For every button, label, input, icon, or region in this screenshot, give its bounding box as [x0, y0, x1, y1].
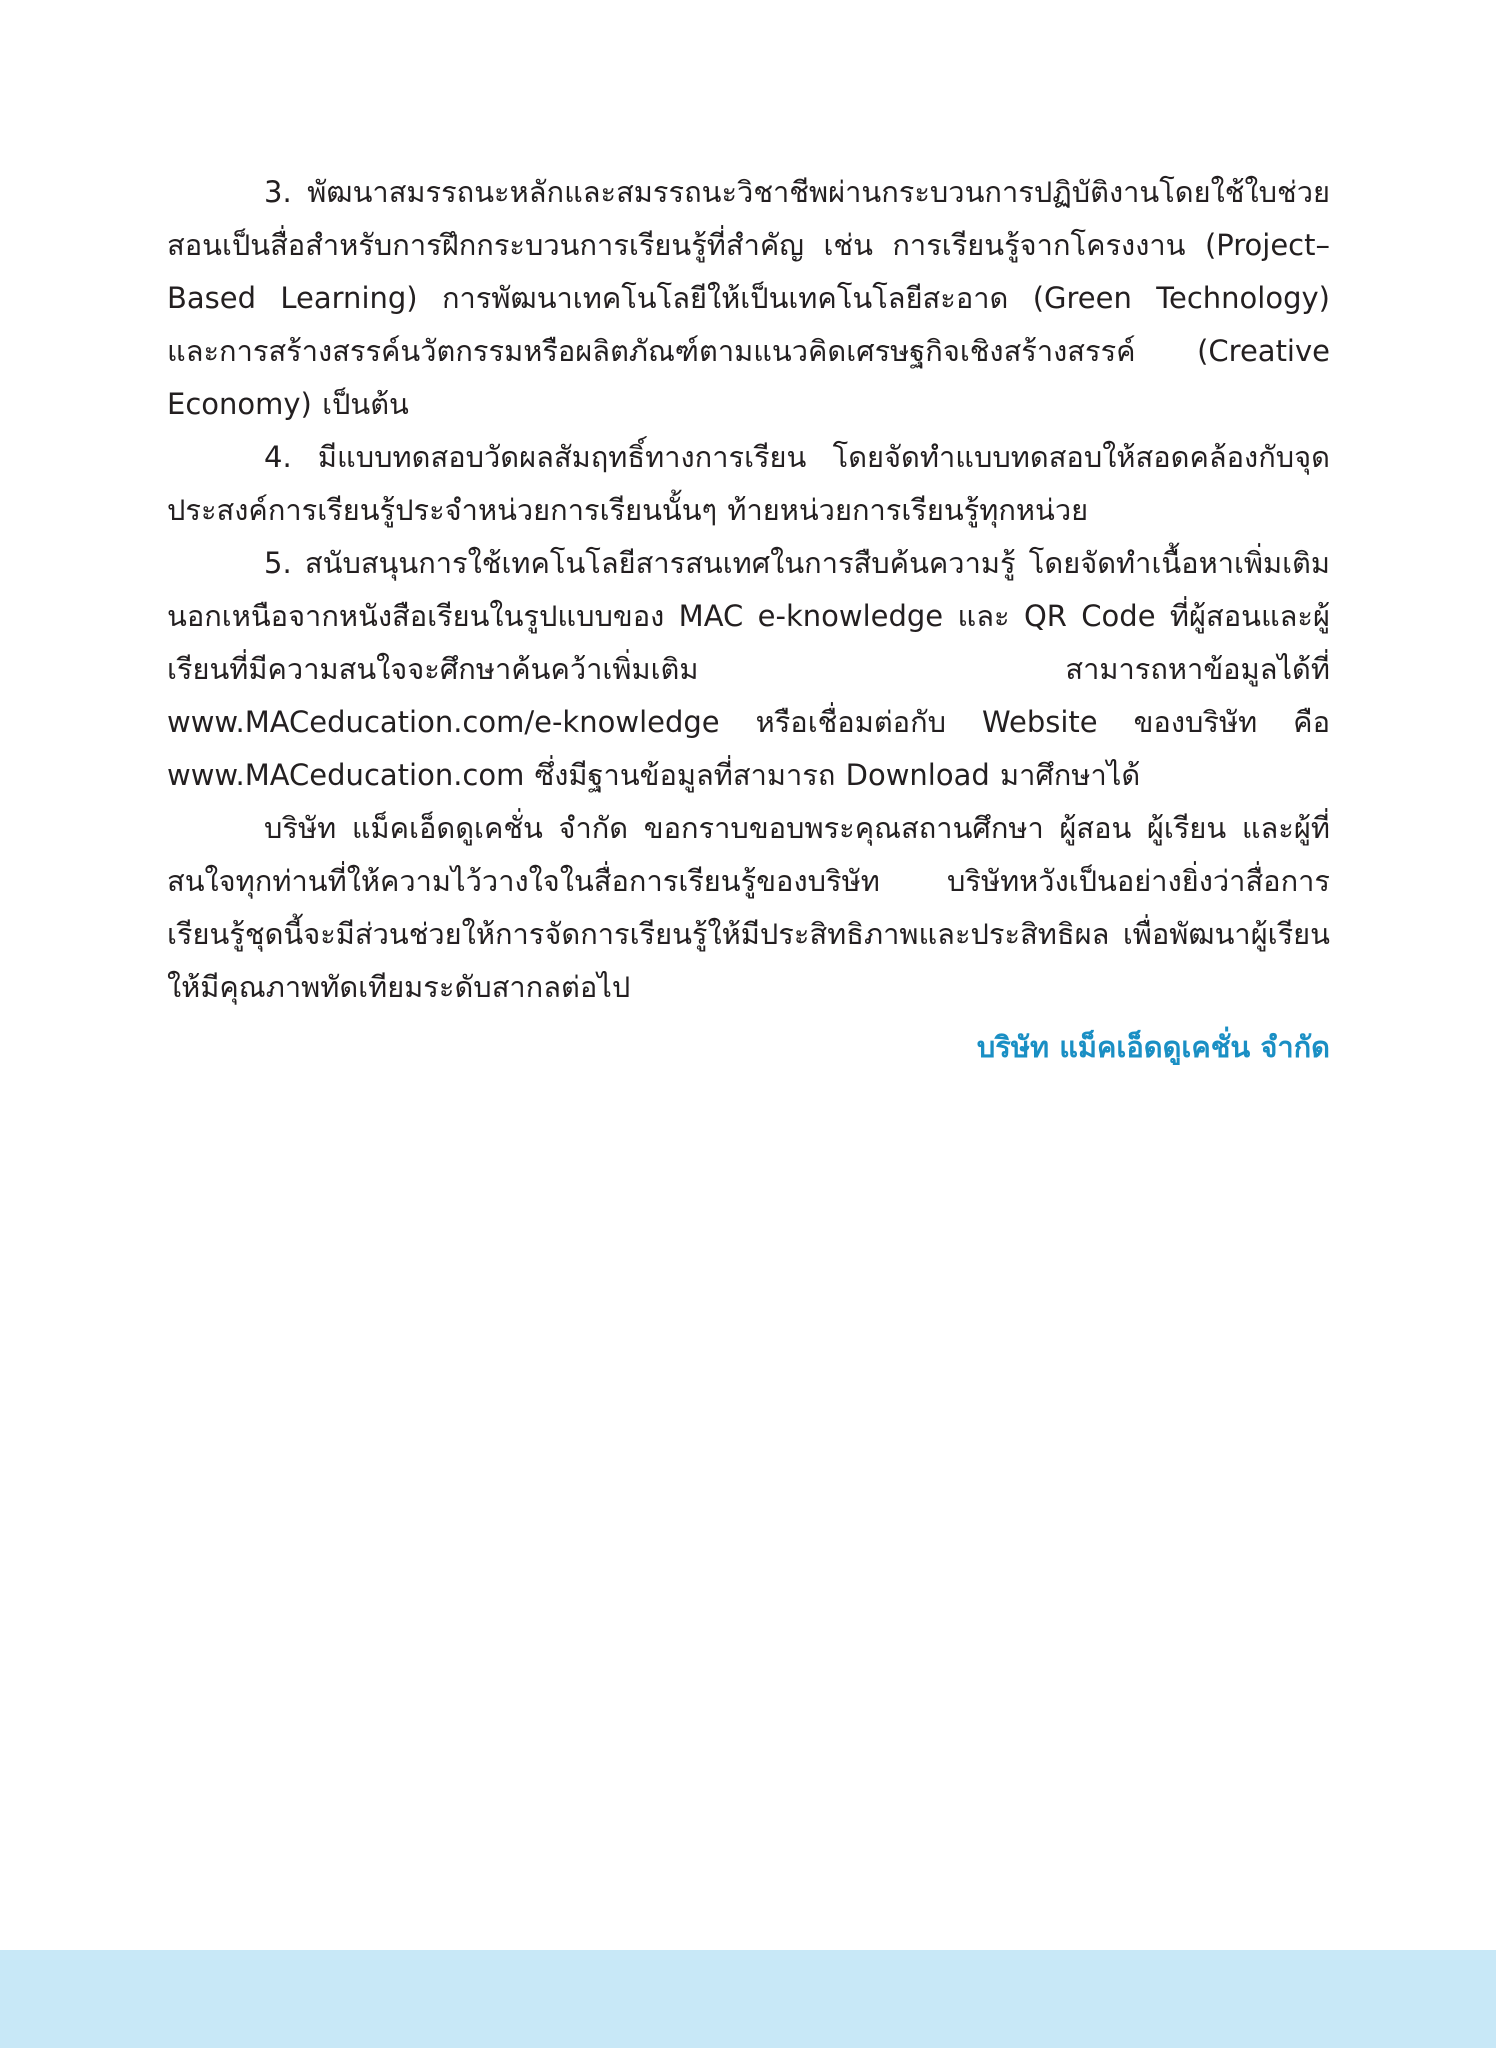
paragraph-acknowledgement: บริษัท แม็คเอ็ดดูเคชั่น จำกัด ขอกราบขอบพระคุณสถานศึกษา ผู้สอน ผู้เรียน และผู้ที่สนใจทุกท่านที่ให้ความไว้วางใจในสื่อการเรียนรู้ของบริษัท บริษัทหวังเป็นอย่างยิ่งว่าสื่อการเรียนรู้ชุดนี้จะมีส่วนช่วยให้การจัดการเรียนรู้ให้มีประสิทธิภาพและประสิทธิผล เพื่อพัฒนาผู้เรียนให้มีคุณภาพทัดเทียมระดับสากลต่อไป — [167, 811, 1330, 1004]
footer-band — [0, 1950, 1496, 2048]
paragraph-item-3: 3. พัฒนาสมรรถนะหลักและสมรรถนะวิชาชีพผ่านกระบวนการปฏิบัติงานโดยใช้ใบช่วยสอนเป็นสื่อสำหรับการฝึกกระบวนการเรียนรู้ที่สำคัญ เช่น การเรียนรู้จากโครงงาน (Project–Based Learning) การพัฒนาเทคโนโลยีให้เป็นเทคโนโลยีสะอาด (Green Technology) และการสร้างสรรค์นวัตกรรมหรือผลิตภัณฑ์ตามแนวคิดเศรษฐกิจเชิงสร้างสรรค์ (Creative Economy) เป็นต้น — [167, 175, 1330, 421]
paragraph-item-4: 4. มีแบบทดสอบวัดผลสัมฤทธิ์ทางการเรียน โดยจัดทำแบบทดสอบให้สอดคล้องกับจุดประสงค์การเรียนรู้ประจำหน่วยการเรียนนั้นๆ ท้ายหน่วยการเรียนรู้ทุกหน่วย — [167, 440, 1330, 527]
body-text — [167, 166, 1330, 1014]
paragraph-item-5: 5. สนับสนุนการใช้เทคโนโลยีสารสนเทศในการสืบค้นความรู้ โดยจัดทำเนื้อหาเพิ่มเติมนอกเหนือจากหนังสือเรียนในรูปแบบของ MAC e-knowledge และ QR Code ที่ผู้สอนและผู้เรียนที่มีความสนใจจะศึกษาค้นคว้าเพิ่มเติม สามารถหาข้อมูลได้ที่ www.MACeducation.com/e-knowledge หรือเชื่อมต่อกับ Website ของบริษัท คือ www.MACeducation.com ซึ่งมีฐานข้อมูลที่สามารถ Download มาศึกษาได้ — [167, 546, 1330, 792]
company-signature: บริษัท แม็คเอ็ดดูเคชั่น จำกัด — [976, 1030, 1330, 1064]
